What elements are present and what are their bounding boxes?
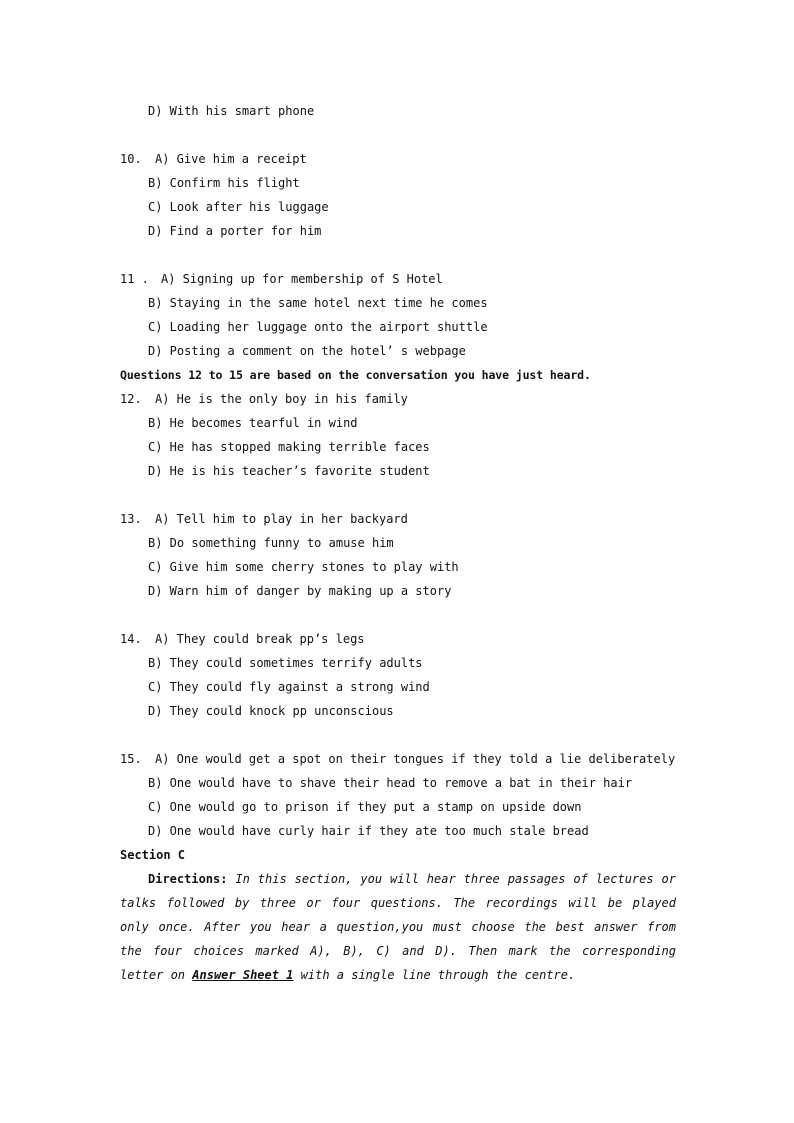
q15-number: 15. — [120, 752, 142, 766]
q15-option-a: A) One would get a spot on their tongues if they told a lie deliberately — [155, 752, 676, 766]
q15-option-c: C) One would go to prison if they put a stamp on upside down — [148, 800, 582, 814]
section-c-title: Section C — [120, 848, 186, 862]
q13-option-d: D) Warn him of danger by making up a story — [148, 584, 452, 598]
q15-option-d: D) One would have curly hair if they ate too much stale bread — [148, 824, 589, 838]
q13-option-b: B) Do something funny to amuse him — [148, 536, 394, 550]
q12-option-a: A) He is the only boy in his family — [155, 392, 408, 406]
directions-label: Directions: — [148, 872, 228, 886]
q10-option-d: D) Find a porter for him — [148, 224, 322, 238]
conversation-heading: Questions 12 to 15 are based on the conversation you have just heard. — [120, 368, 591, 382]
q11-option-d: D) Posting a comment on the hotel’ s webpage — [148, 344, 466, 358]
directions-text-end: with a single line through the centre. — [300, 968, 576, 982]
q13-option-a: A) Tell him to play in her backyard — [155, 512, 408, 526]
q9-option-d: D) With his smart phone — [148, 104, 315, 118]
q11-option-c: C) Loading her luggage onto the airport shuttle — [148, 320, 488, 334]
q11-option-a: A) Signing up for membership of S Hotel — [161, 272, 443, 286]
q10-option-b: B) Confirm his flight — [148, 176, 300, 190]
q12-option-c: C) He has stopped making terrible faces — [148, 440, 430, 454]
q14-option-a: A) They could break pp’s legs — [155, 632, 365, 646]
q14-option-d: D) They could knock pp unconscious — [148, 704, 394, 718]
directions-text: In this section, you will hear three passages of lectures or talks followed by three or four questions. The recordings will be played only once. After you hear a question,you must choose the best answer from the four choices marked A), B), C) and D). Then mark the corresponding letter on — [120, 872, 676, 982]
q12-option-b: B) He becomes tearful in wind — [148, 416, 358, 430]
q14-option-c: C) They could fly against a strong wind — [148, 680, 430, 694]
answer-sheet-reference: Answer Sheet 1 — [192, 968, 294, 982]
q12-number: 12. — [120, 392, 142, 406]
q15-option-b: B) One would have to shave their head to remove a bat in their hair — [148, 776, 633, 790]
q14-option-b: B) They could sometimes terrify adults — [148, 656, 423, 670]
section-c-directions — [120, 867, 676, 987]
q13-number: 13. — [120, 512, 142, 526]
q11-number: 11 . — [120, 272, 149, 286]
q10-number: 10. — [120, 152, 142, 166]
q11-option-b: B) Staying in the same hotel next time he comes — [148, 296, 488, 310]
q12-option-d: D) He is his teacher’s favorite student — [148, 464, 430, 478]
q14-number: 14. — [120, 632, 142, 646]
q10-option-a: A) Give him a receipt — [155, 152, 307, 166]
q13-option-c: C) Give him some cherry stones to play with — [148, 560, 459, 574]
q10-option-c: C) Look after his luggage — [148, 200, 329, 214]
